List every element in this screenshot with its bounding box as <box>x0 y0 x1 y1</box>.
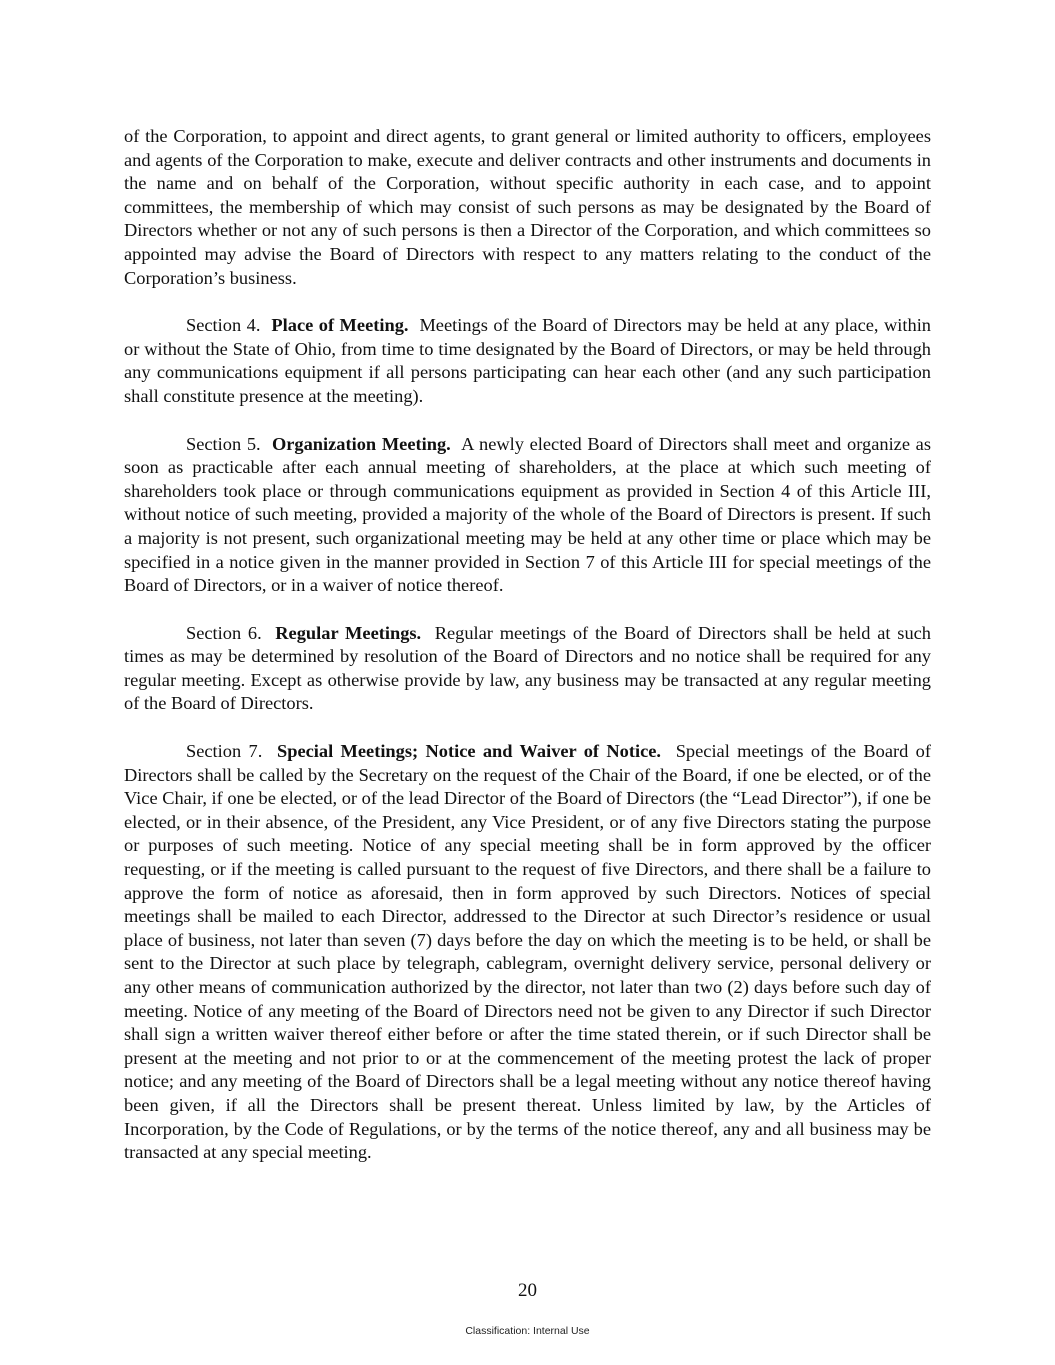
section-6-text: Regular meetings of the Board of Directors shall be held at such times as may be determined by resolution of the Board of Directors and no notice shall be required for any regular meeting. Except as otherwise provide by law, any business may be transacted at any regular meeting of the Board of Directors. <box>124 622 931 714</box>
section-5-paragraph <box>124 433 931 598</box>
section-4-number: Section 4. <box>186 315 261 336</box>
section-4-heading: Place of Meeting. <box>271 315 409 336</box>
section-6-heading: Regular Meetings. <box>275 622 422 643</box>
section-6-paragraph <box>124 622 931 716</box>
section-4-text: Meetings of the Board of Directors may be held at any place, within or without the State of Ohio, from time to time designated by the Board of Directors, or may be held through any communications equipment if all persons participating can hear each other (and any such participation shall constitute presence at the meeting). <box>124 315 931 406</box>
document-body <box>124 125 931 1189</box>
section-5-number: Section 5. <box>186 433 261 454</box>
section-4-paragraph <box>124 314 931 408</box>
section-7-number: Section 7. <box>186 741 263 762</box>
page-number: 20 <box>518 1280 537 1301</box>
section-7-heading: Special Meetings; Notice and Waiver of Notice. <box>276 741 662 762</box>
section-7-paragraph <box>124 740 931 1165</box>
section-6-number: Section 6. <box>186 622 262 643</box>
section-5-heading: Organization Meeting. <box>271 433 451 454</box>
section-7-text: Special meetings of the Board of Directors shall be called by the Secretary on the request of the Chair of the Board, if one be elected, or of the Vice Chair, if one be elected, or of the lead Director of the Board of Directors (the “Lead Director”), if one be elected, or in their absence, of the President, any Vice President, or of any five Directors stating the purpose or purposes of such meeting. Notice of any special meeting shall be in form approved by the officer requesting, or if the meeting is called pursuant to the request of five Directors, and there shall be a failure to approve the form of notice as aforesaid, then in form approved by such Directors. Notices of special meetings shall be mailed to each Director, addressed to the Director at such Director’s residence or usual place of business, not later than seven (7) days before the day on which the meeting is to be held, or shall be sent to the Director at such place by telegraph, cablegram, overnight delivery service, personal delivery or any other means of communication authorized by the director, not later than two (2) days before such day of meeting. Notice of any meeting of the Board of Directors need not be given to any Director if such Director shall sign a written waiver thereof either before or after the time stated therein, or if such Director shall be present at the meeting and not prior to or at the commencement of the meeting protest the lack of proper notice; and any meeting of the Board of Directors shall be a legal meeting without any notice thereof having been given, if all the Directors shall be present thereat. Unless limited by law, by the Articles of Incorporation, by the Code of Regulations, or by the terms of the notice thereof, any and all business may be transacted at any special meeting. <box>124 741 931 1163</box>
section-5-text: A newly elected Board of Directors shall meet and organize as soon as practicable after each annual meeting of shareholders, at the place at which such meeting of shareholders took place or through communications equipment as provided in Section 4 of this Article III, without notice of such meeting, provided a majority of the whole of the Board of Directors is present. If such a majority is not present, such organizational meeting may be held at any other time or place which may be specified in a notice given in the manner provided in Section 7 of this Article III for special meetings of the Board of Directors, or in a waiver of notice thereof. <box>124 433 931 596</box>
intro-paragraph: of the Corporation, to appoint and direct agents, to grant general or limited authority to officers, employees and agents of the Corporation to make, execute and deliver contracts and other instruments and documents in the name and on behalf of the Corporation, without specific authority in each case, and to appoint committees, the membership of which may consist of such persons as may be designated by the Board of Directors whether or not any of such persons is then a Director of the Corporation, and which committees so appointed may advise the Board of Directors with respect to any matters relating to the conduct of the Corporation’s business. <box>124 126 931 288</box>
classification-label: Classification: Internal Use <box>465 1325 590 1337</box>
